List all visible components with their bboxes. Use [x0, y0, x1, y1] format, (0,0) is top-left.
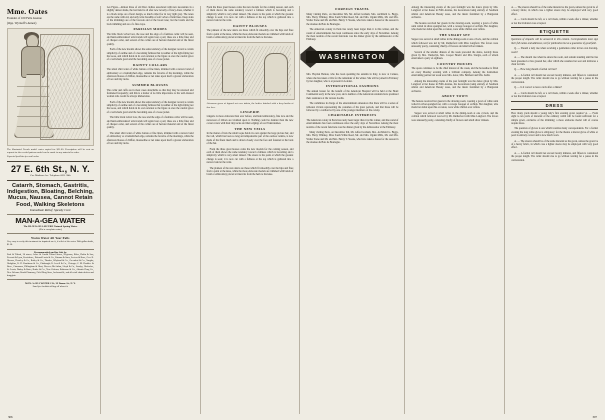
section-heading-dainty-collars: DAINTY COLLARS [132, 62, 168, 67]
section-heading-foreign-travel: FOREIGN TRAVEL [335, 7, 370, 12]
section-heading-summer-blouses: SUMMER BLOUSES [132, 83, 169, 87]
paragraph: Supper was served at small tables in the dining-room at one o'clock, and the cotillon which followed was led by Mr. Rutherford with Miss Langford. The favors were unusually pretty, consisting chiefly of flowers and small silver trinkets. [411, 38, 499, 48]
warm-water-body: Very easy to verify this treatment for impaired use it, if relief of the water. Half-gallon bottle, $1.50. [7, 241, 94, 247]
ad-subtitle-1: Founder of 100 Falls Avenue [7, 16, 42, 20]
figure-caption: The illustrated French model water copied for $21.00. Description will be sent on request for the needed pattern model can be made in any material to order. [7, 147, 94, 154]
paragraph: How many yards should a young lady's first evening gown require? A. — From eight to ten yards of material of the ordinary width will be found sufficient for a simple gown, exclusive of the trimming; a more elaborate model will of course require more. [511, 111, 598, 125]
advertiser-footer-note: Send for booklet telling all about it. [32, 285, 69, 289]
rule [511, 27, 598, 28]
column-editorial-3 [207, 6, 294, 414]
paragraph: A. — The sleeves should be of the same material as the gown, unless the gown be of a heavy fabric, in which case a lighter sleeve may be employed with very good effect. [511, 6, 598, 16]
section-heading-lingerie: LINGERIE [240, 109, 260, 114]
catarrh-ad-subline: Immediate Relief, Speedy Cure [30, 208, 71, 213]
section-heading-parisian-modes: PARISIAN MODES [133, 27, 167, 32]
price-block [7, 161, 94, 177]
rule [7, 279, 94, 280]
rule [7, 180, 94, 181]
question: Q. — Should a lady rise when receiving a gentleman caller in her own drawing-room? [511, 47, 598, 54]
column-divider [200, 6, 201, 414]
rule [511, 35, 598, 36]
paragraph: The collar and cuffs are in most cases detachable so that they may be renewed and freshened frequently; and this is a matter of no little importance to the well-dressed woman who would be always immaculate. [106, 88, 194, 99]
shop-address-sub: Cor. Madison Ave. Telephone 6051 38th [30, 174, 71, 178]
recommended-label: Recommended and for Sale by [34, 251, 67, 255]
column-divider [504, 6, 505, 414]
paragraph: The plainest of the new skirts are those which fit smoothly over the hips and flare from a point at the knee, while the more elaborate models are trimmed with bands of braid or embroidery placed at intervals from the hem to the knee. [206, 166, 294, 177]
illustration-caption: Afternoon gown of figured net over taffeta, the bodice finished with a deep bertha of fine lace. [206, 102, 294, 109]
paragraph: From the three great houses come the new models for the coming season, and each of them shows the same tendency toward a fullness which is becoming and a simplicity which is very smart indeed. The sleeve is the point at which the greatest change is seen; it is now cut with a fullness at the top which is gathered into a narrow band at the wrist. [206, 6, 294, 23]
figure-credit: Especial facilities for mail order. [7, 155, 40, 159]
answer: A. — A formal call should not exceed twenty minutes, and fifteen is considered the proper length. The caller should rise to go without waiting for a pause in the conversation. [511, 73, 598, 84]
section-heading-country-houses: COUNTRY HOUSES [437, 61, 473, 66]
paragraph: The question of gloves is one which troubles many correspondents. For a formal evening the long white glove is obligatory; for the theatre a shorter glove of white or pearl is entirely correct and is now much worn. [511, 127, 598, 138]
badge-bar [306, 51, 398, 63]
column-divider [100, 6, 101, 414]
section-heading-charitable-interests: CHARITABLE INTERESTS [328, 113, 377, 118]
section-heading-dainty-blouses: DAINTY BLOUSES [233, 23, 267, 28]
rule [7, 249, 94, 250]
paragraph: The little black velvet bow, the rose and the edge of a faultless collar will be seen, and hand-embroidered wrist-bands will again bear a part; these are a little finer and of cheaper order, and several of the collars are of heavier material and of the finest quality. [106, 116, 194, 130]
paragraph: From the three great houses come the new models for the coming season, and each of them shows the same tendency toward a fullness which is becoming and a simplicity which is very smart indeed. The sleeve is the point at which the greatest change is seen; it is now cut with a fullness at the top which is gathered into a narrow band at the wrist. [206, 147, 294, 165]
paragraph: Les Figaro—Almost three of old Dior clothes associated with new necessities in a slightly denser shade, the last hand is all after new novelty of fancy-dress, whether it is a black stripe on a floral design, so much called for in very light gray. The tones are the same with old, and only wide breadths of soft velvet of faint hues. Deep sides of the trimmings are of the brocade and of the broad tone; but the braids and the back trimming and are of a fine crepe. [106, 6, 194, 26]
question: Q. — How long should a formal call last? [514, 68, 557, 72]
column-editorial-5 [411, 6, 498, 414]
paragraph: Among the interesting events of the past fortnight was the dance given by Mrs. Langford at her house in Fifth Avenue, the decorations being entirely of Southern smilax and American Beauty roses, and the music furnished by a Hungarian orchestra. [411, 79, 499, 93]
section-heading-dress: DRESS [545, 102, 564, 108]
paragraph: Many visiting Paris, on December 6th, Mr. Alfred Graham, Mrs. Archibald G. Biggs, Mrs. Harry Whitney, Miss Sarah White Reed, Mr. and Mrs. Ogden Mills, Mr. and Mrs. Walter Stone and Mr. and Mrs. Henry T. Sloane, who have taken a house for the season in the Avenue du Bois de Boulogne. [306, 131, 399, 145]
shop-address-large: 27 E. 6th St., N. Y. [10, 164, 90, 175]
paragraph: Supper was served at small tables in the dining-room at one o'clock, and the cotillon which followed was led by Mr. Rutherford with Miss Langford. The favors were unusually pretty, consisting chiefly of flowers and small silver trinkets. [411, 111, 499, 122]
advertiser-footer: MAN-A-GEA WATER CO., 32 Duane St., N. Y. [25, 281, 76, 285]
answer: A. — Cards should be left, or a call made, within a week after a dinner, whether or not the invitation was accepted. [511, 91, 598, 99]
paragraph: Many visiting Paris, on December 6th, Mr. Alfred Graham, Mrs. Archibald G. Biggs, Mrs. Harry Whitney, Miss Sarah White Reed, Mr. and Mrs. Ogden Mills, Mr. and Mrs. Walter Stone and Mr. and Mrs. Henry T. Sloane, who have taken a house for the season in the Avenue du Bois de Boulogne. [306, 12, 399, 26]
paragraph: A. — The sleeves should be of the same material as the gown, unless the gown be of a heavy fabric, in which case a lighter sleeve may be employed with very good effect. [511, 139, 598, 150]
gown-shape [264, 53, 288, 93]
paragraph: The smart shirt waist of white batiste or fine linen, trimmed with a narrow band of embroidery or a hemstitched edge, remains the favorite of the mornings, while the afternoon blouse of chiffon, mousseline or net takes upon itself a greater elaboration of lace and tiny tucks. [106, 68, 194, 82]
decorative-panel [40, 34, 90, 140]
column-editorial-4 [306, 6, 398, 414]
paragraph: The hostess received her guests in the drawing-room, wearing a gown of white satin veiled in silver-spangled net, with a corsage bouquet of orchids. Her daughter, who made her debut upon this occasion, wore white chiffon over taffeta. [411, 21, 499, 32]
man-a-gea-headline: MAN-A-GEA WATER [15, 215, 86, 225]
rule [511, 101, 598, 102]
warm-water-head: Warm Water All Year Palls [31, 236, 70, 241]
column-divider [299, 6, 300, 414]
man-a-gea-subhead: The BLAVO-GEA-SICURE Natural Spring Water [23, 225, 78, 229]
paragraph: The annual bazaar for the benefit of the American Hospital will be held at the Hotel Continental early in the new year, and a number of the American residents have promised their assistance at the various booths. [306, 89, 399, 100]
question: Q. — Is it correct to leave cards after a dinner? [514, 86, 563, 90]
washington-ad-logo [306, 44, 398, 71]
paragraph: Among the interesting events of the past fortnight was the dance given by Mrs. Langford at her house in Fifth Avenue, the decorations being entirely of Southern smilax and American Beauty roses, and the music furnished by a Hungarian orchestra. [411, 6, 499, 20]
paragraph: Each of the new models shows the same tendency of the designer toward a certain simplicity of outline and of a becoming fullness that is neither of the tight-fitting nor the loose, and which holds in its own relation to the figure at once the careful grace of a well-made gown and the becoming ease of a loose jacket. [106, 100, 194, 114]
section-heading-about-town: ABOUT TOWN [441, 94, 468, 99]
column-editorial-2 [107, 6, 194, 414]
section-heading-international-fashions: INTERNATIONAL FASHIONS [325, 84, 379, 89]
etiquette-intro: Questions of etiquette will be answered in this column. Correspondents must sign their full names and addresses, not for publication but as a guarantee of good faith. [511, 38, 598, 45]
rule [7, 214, 94, 215]
fashion-figure-illustration [7, 28, 94, 146]
gown-shape [222, 51, 244, 93]
paragraph: A. — A formal call should not exceed twenty minutes, and fifteen is considered the proper length. The caller should rise to go without waiting for a pause in the conversation. [511, 151, 598, 162]
brand-name: WASHINGTON [319, 51, 386, 61]
section-heading-etiquette: ETIQUETTE [539, 29, 570, 35]
section-heading-new-veils: THE NEW VEILS [234, 126, 266, 131]
man-a-gea-note: (Not a complete water) [38, 228, 62, 232]
paragraph: In the matter of hats the small toque holds its own against the large picture hat; and the veil, which has been so long an indispensable part of the outdoor toilette, is now made of the finest mesh and is drawn closely over the face and fastened at the back of the hat. [206, 132, 294, 146]
paragraph: Lingerie is more elaborate than ever before, and hand embroidery, fine lace and the narrowest of ribbon are lavished upon it. Nothing could be daintier than the new corset covers with their tiny tucks and their edgings of real Valenciennes. [206, 115, 294, 126]
ad-title: Mme. Oates [7, 7, 48, 16]
paragraph: The little black velvet bow, the rose and the edge of a faultless collar will be seen, and hand-embroidered wrist-bands will again bear a part; these are a little finer and of cheaper order, and several of the collars are of heavier material and of the finest quality. [106, 32, 194, 46]
paragraph: Mrs. Hayden Benton, who has been spending the autumn in Italy, is now at Cannes, where she has taken a villa for the remainder of the winter. She will be joined in February by her daughter, who is at present in London. [306, 73, 399, 83]
folio-left: 306 [8, 415, 13, 419]
paragraph: The plainest of the new skirts are those which fit smoothly over the hips and flare from a point at the knee, while the more elaborate models are trimmed with bands of braid or embroidery placed at intervals from the hem to the knee. [206, 29, 294, 40]
paragraph: The smart shirt waist of white batiste or fine linen, trimmed with a narrow band of embroidery or a hemstitched edge, remains the favorite of the mornings, while the afternoon blouse of chiffon, mousseline or net takes upon itself a greater elaboration of lace and tiny tucks. [106, 131, 194, 145]
paragraph: The hostess received her guests in the drawing-room, wearing a gown of white satin veiled in silver-spangled net, with a corsage bouquet of orchids. Her daughter, who made her debut upon this occasion, wore white chiffon over taffeta. [411, 99, 499, 110]
paragraph: The opera continues to be the chief interest of the week, and the horseshoe is filled on every Monday evening with a brilliant company. Among the boxholders entertaining parties last week were Mrs. Astor, Mrs. Belmont and Mrs. Iselin. [411, 67, 499, 77]
answer: A. — She should rise when he enters the room, and remain standing until he has been presented or has greeted her, after which she resumes her seat and indicates a chair for him. [511, 56, 598, 66]
rule [7, 233, 94, 234]
column-etiquette [511, 6, 598, 414]
pharmacy-list: Park & Tilford, 20 stores; Acker & Condit Tilford Stores, Hegeman, Riker, Dakin & Son, Prescott & Lyon, Providence, Edward Lavin & Co., Putnam & Sons, Lecters & Bros., Geo. R. Hermes, Hensley & Co., Bailey & Co., Thurber, Whyland & Co., Greenleaf & Co., Vaughn, Hodgkins, R. D. Kauffman & Co., Pittsburgh; R. Jewell & Co., Chicago; C. M. Dunklee & Bros., Cinnamon, Dillingham & Hunt, Denver; McArthur, Lloyd & Co., Sandys, Horlocker, St. Louis; Danby & Bates, Butler & Co., New Orleans; Robinson & Co., Atlantic Drug Co., New Orleans; Booth Pharmacy, Field Drug Store, Jacksonville, and all retail chain dealers and druggists. [7, 254, 94, 277]
paragraph: Each of the new models shows the same tendency of the designer toward a certain simplicity of outline and of a becoming fullness that is neither of the tight-fitting nor the loose, and which holds in its own relation to the figure at once the careful grace of a well-made gown and the becoming ease of a loose jacket. [106, 48, 194, 62]
brand-badge [306, 44, 398, 70]
paragraph: A. — Cards should be left, or a call made, within a week after a dinner, whether or not the invitation was accepted. [511, 18, 598, 25]
catarrh-ad-headline: Catarrh, Stomach, Gastritis, Indigestion, Bloating, Belching, Mucus, Nausea, Cannot Retain Food, Walking Skeletons [7, 182, 94, 208]
gown-illustration [207, 42, 296, 100]
paragraph: The American colony in Paris has rarely been larger than it is this winter, and the round of entertainments has been continuous since the early days of November. Among the most notable of the recent functions was the dinner given by the Ambassador at the Embassy. [306, 118, 399, 129]
folio-right: 307 [592, 415, 597, 419]
paragraph: The committee in charge of the entertainment announces that there will be a series of tableaux vivants representing the costumes of the great periods, and that these will be followed by a cotillon led by one of the younger members of the colony. [306, 102, 399, 112]
section-heading-smart-set: THE SMART SET [439, 32, 471, 37]
column-divider [404, 6, 405, 414]
rule [511, 109, 598, 110]
column-advertising-left [7, 6, 94, 414]
ad-subtitle-2: (Opp. Wyckoff's Annex) [7, 20, 37, 25]
paragraph: Several of the smaller dinners of the week preceded the dance, notably those given by Mrs. Vanderlyn, Mrs. Cooper Hewitt and Mrs. Sturgis, each of whom entertained a party of eighteen. [411, 50, 499, 61]
paragraph: The American colony in Paris has rarely been larger than it is this winter, and the round of entertainments has been continuous since the early days of November. Among the most notable of the recent functions was the dinner given by the Ambassador at the Embassy. [306, 28, 399, 42]
